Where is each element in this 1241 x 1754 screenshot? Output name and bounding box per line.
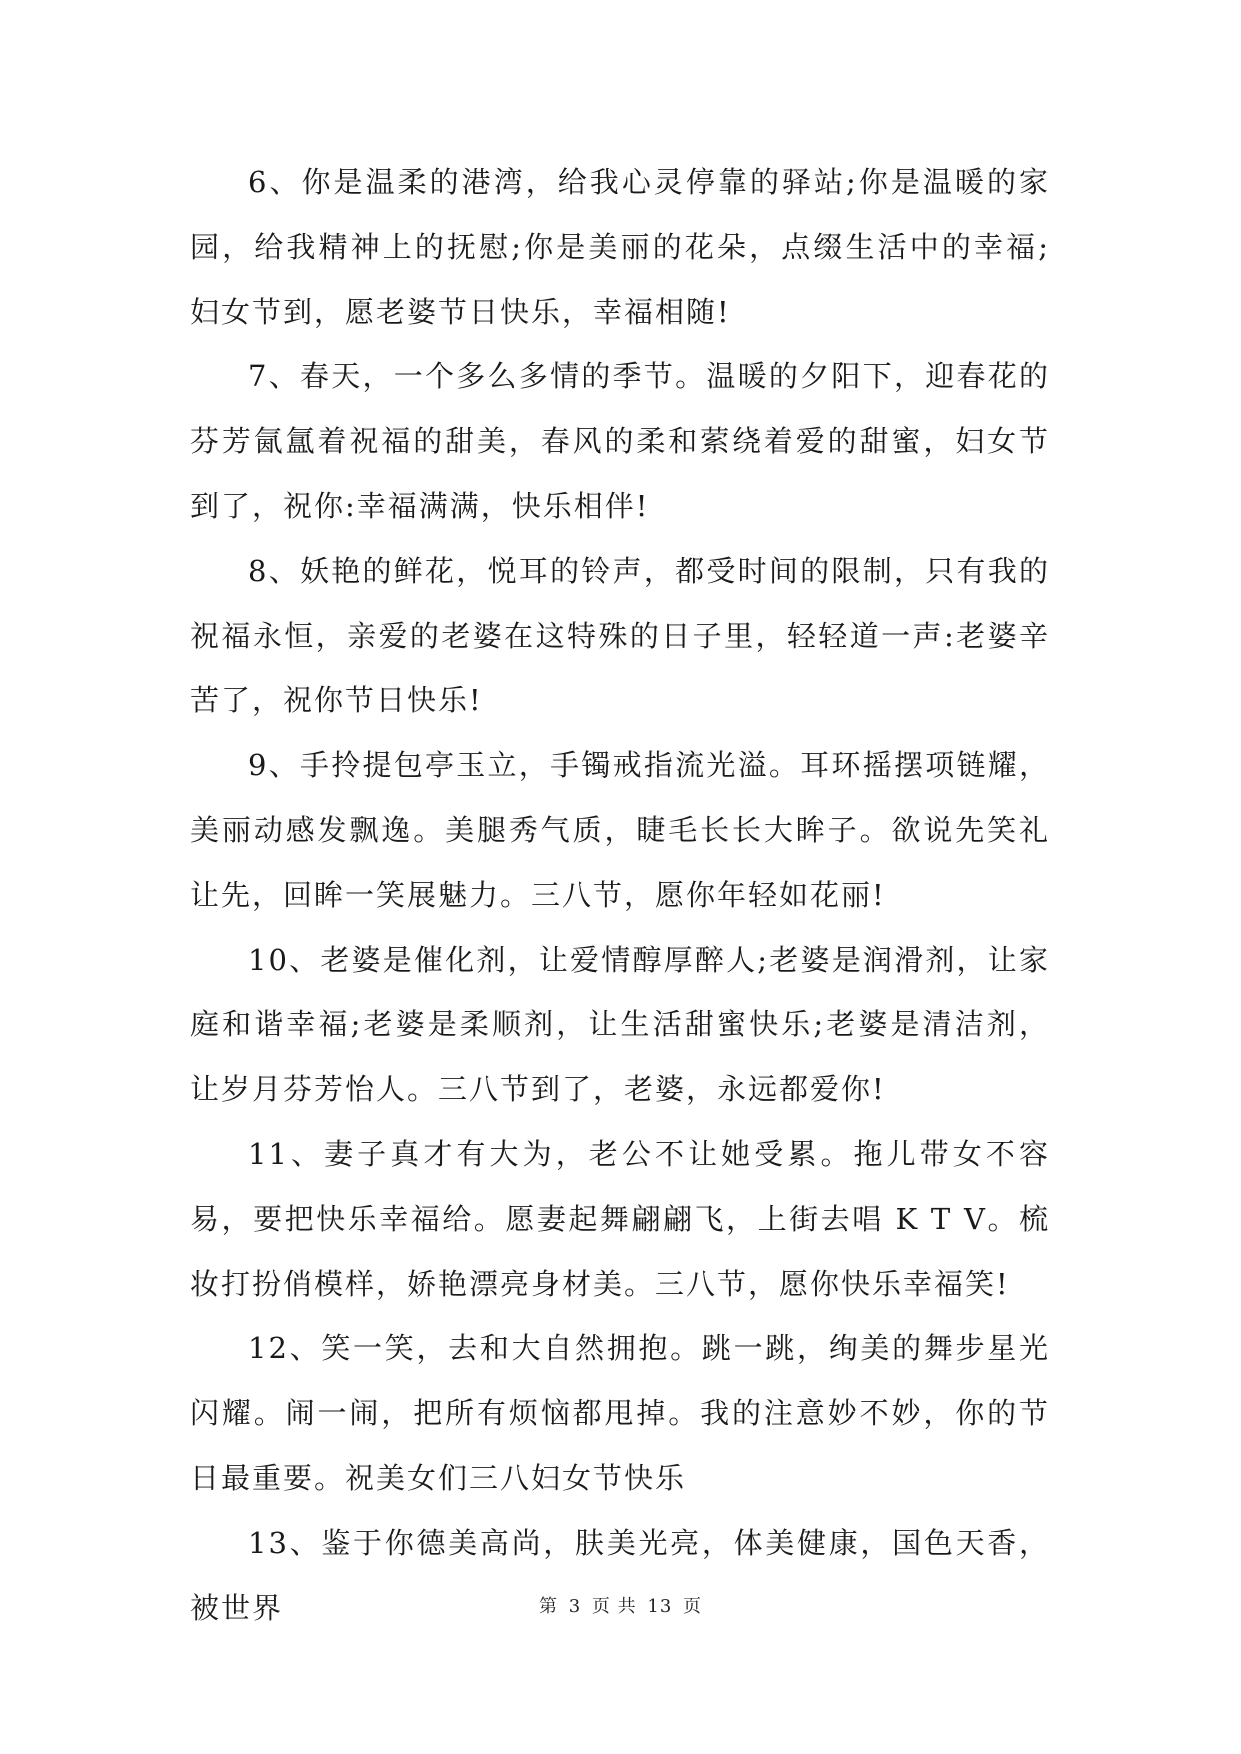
paragraph-6: 6、你是温柔的港湾，给我心灵停靠的驿站;你是温暖的家园，给我精神上的抚慰;你是美丽的花朵，点缀生活中的幸福;妇女节到，愿老婆节日快乐，幸福相随! xyxy=(190,165,1050,329)
page-footer xyxy=(0,1592,1241,1618)
paragraph-9: 9、手拎提包亭玉立，手镯戒指流光溢。耳环摇摆项链耀，美丽动感发飘逸。美腿秀气质，睫毛长长大眸子。欲说先笑礼让先，回眸一笑展魅力。三八节，愿你年轻如花丽! xyxy=(190,748,1050,912)
paragraph-12: 12、笑一笑，去和大自然拥抱。跳一跳，绚美的舞步星光闪耀。闹一闹，把所有烦恼都甩掉。我的注意妙不妙，你的节日最重要。祝美女们三八妇女节快乐 xyxy=(190,1331,1050,1495)
document-body xyxy=(190,150,1050,1640)
footer-prefix: 第 xyxy=(538,1596,558,1617)
paragraph-11: 11、妻子真才有大为，老公不让她受累。拖儿带女不容易，要把快乐幸福给。愿妻起舞翩翩飞，上街去唱 K T V。梳妆打扮俏模样，娇艳漂亮身材美。三八节，愿你快乐幸福笑! xyxy=(190,1136,1050,1301)
footer-suffix: 页 xyxy=(683,1596,703,1617)
footer-mid: 页 共 xyxy=(591,1596,637,1617)
current-page-number: 3 xyxy=(568,1596,582,1617)
total-pages-number: 13 xyxy=(647,1596,673,1617)
paragraph-13: 13、鉴于你德美高尚，肤美光亮，体美健康，国色天香，被世界 xyxy=(190,1525,1050,1625)
paragraph-8: 8、妖艳的鲜花，悦耳的铃声，都受时间的限制，只有我的祝福永恒，亲爱的老婆在这特殊的日子里，轻轻道一声:老婆辛苦了，祝你节日快乐! xyxy=(190,553,1050,718)
paragraph-7: 7、春天，一个多么多情的季节。温暖的夕阳下，迎春花的芬芳氤氲着祝福的甜美，春风的柔和萦绕着爱的甜蜜，妇女节到了，祝你:幸福满满，快乐相伴! xyxy=(190,359,1050,523)
paragraph-10: 10、老婆是催化剂，让爱情醇厚醉人;老婆是润滑剂，让家庭和谐幸福;老婆是柔顺剂，让生活甜蜜快乐;老婆是清洁剂，让岁月芬芳怡人。三八节到了，老婆，永远都爱你! xyxy=(190,942,1050,1107)
